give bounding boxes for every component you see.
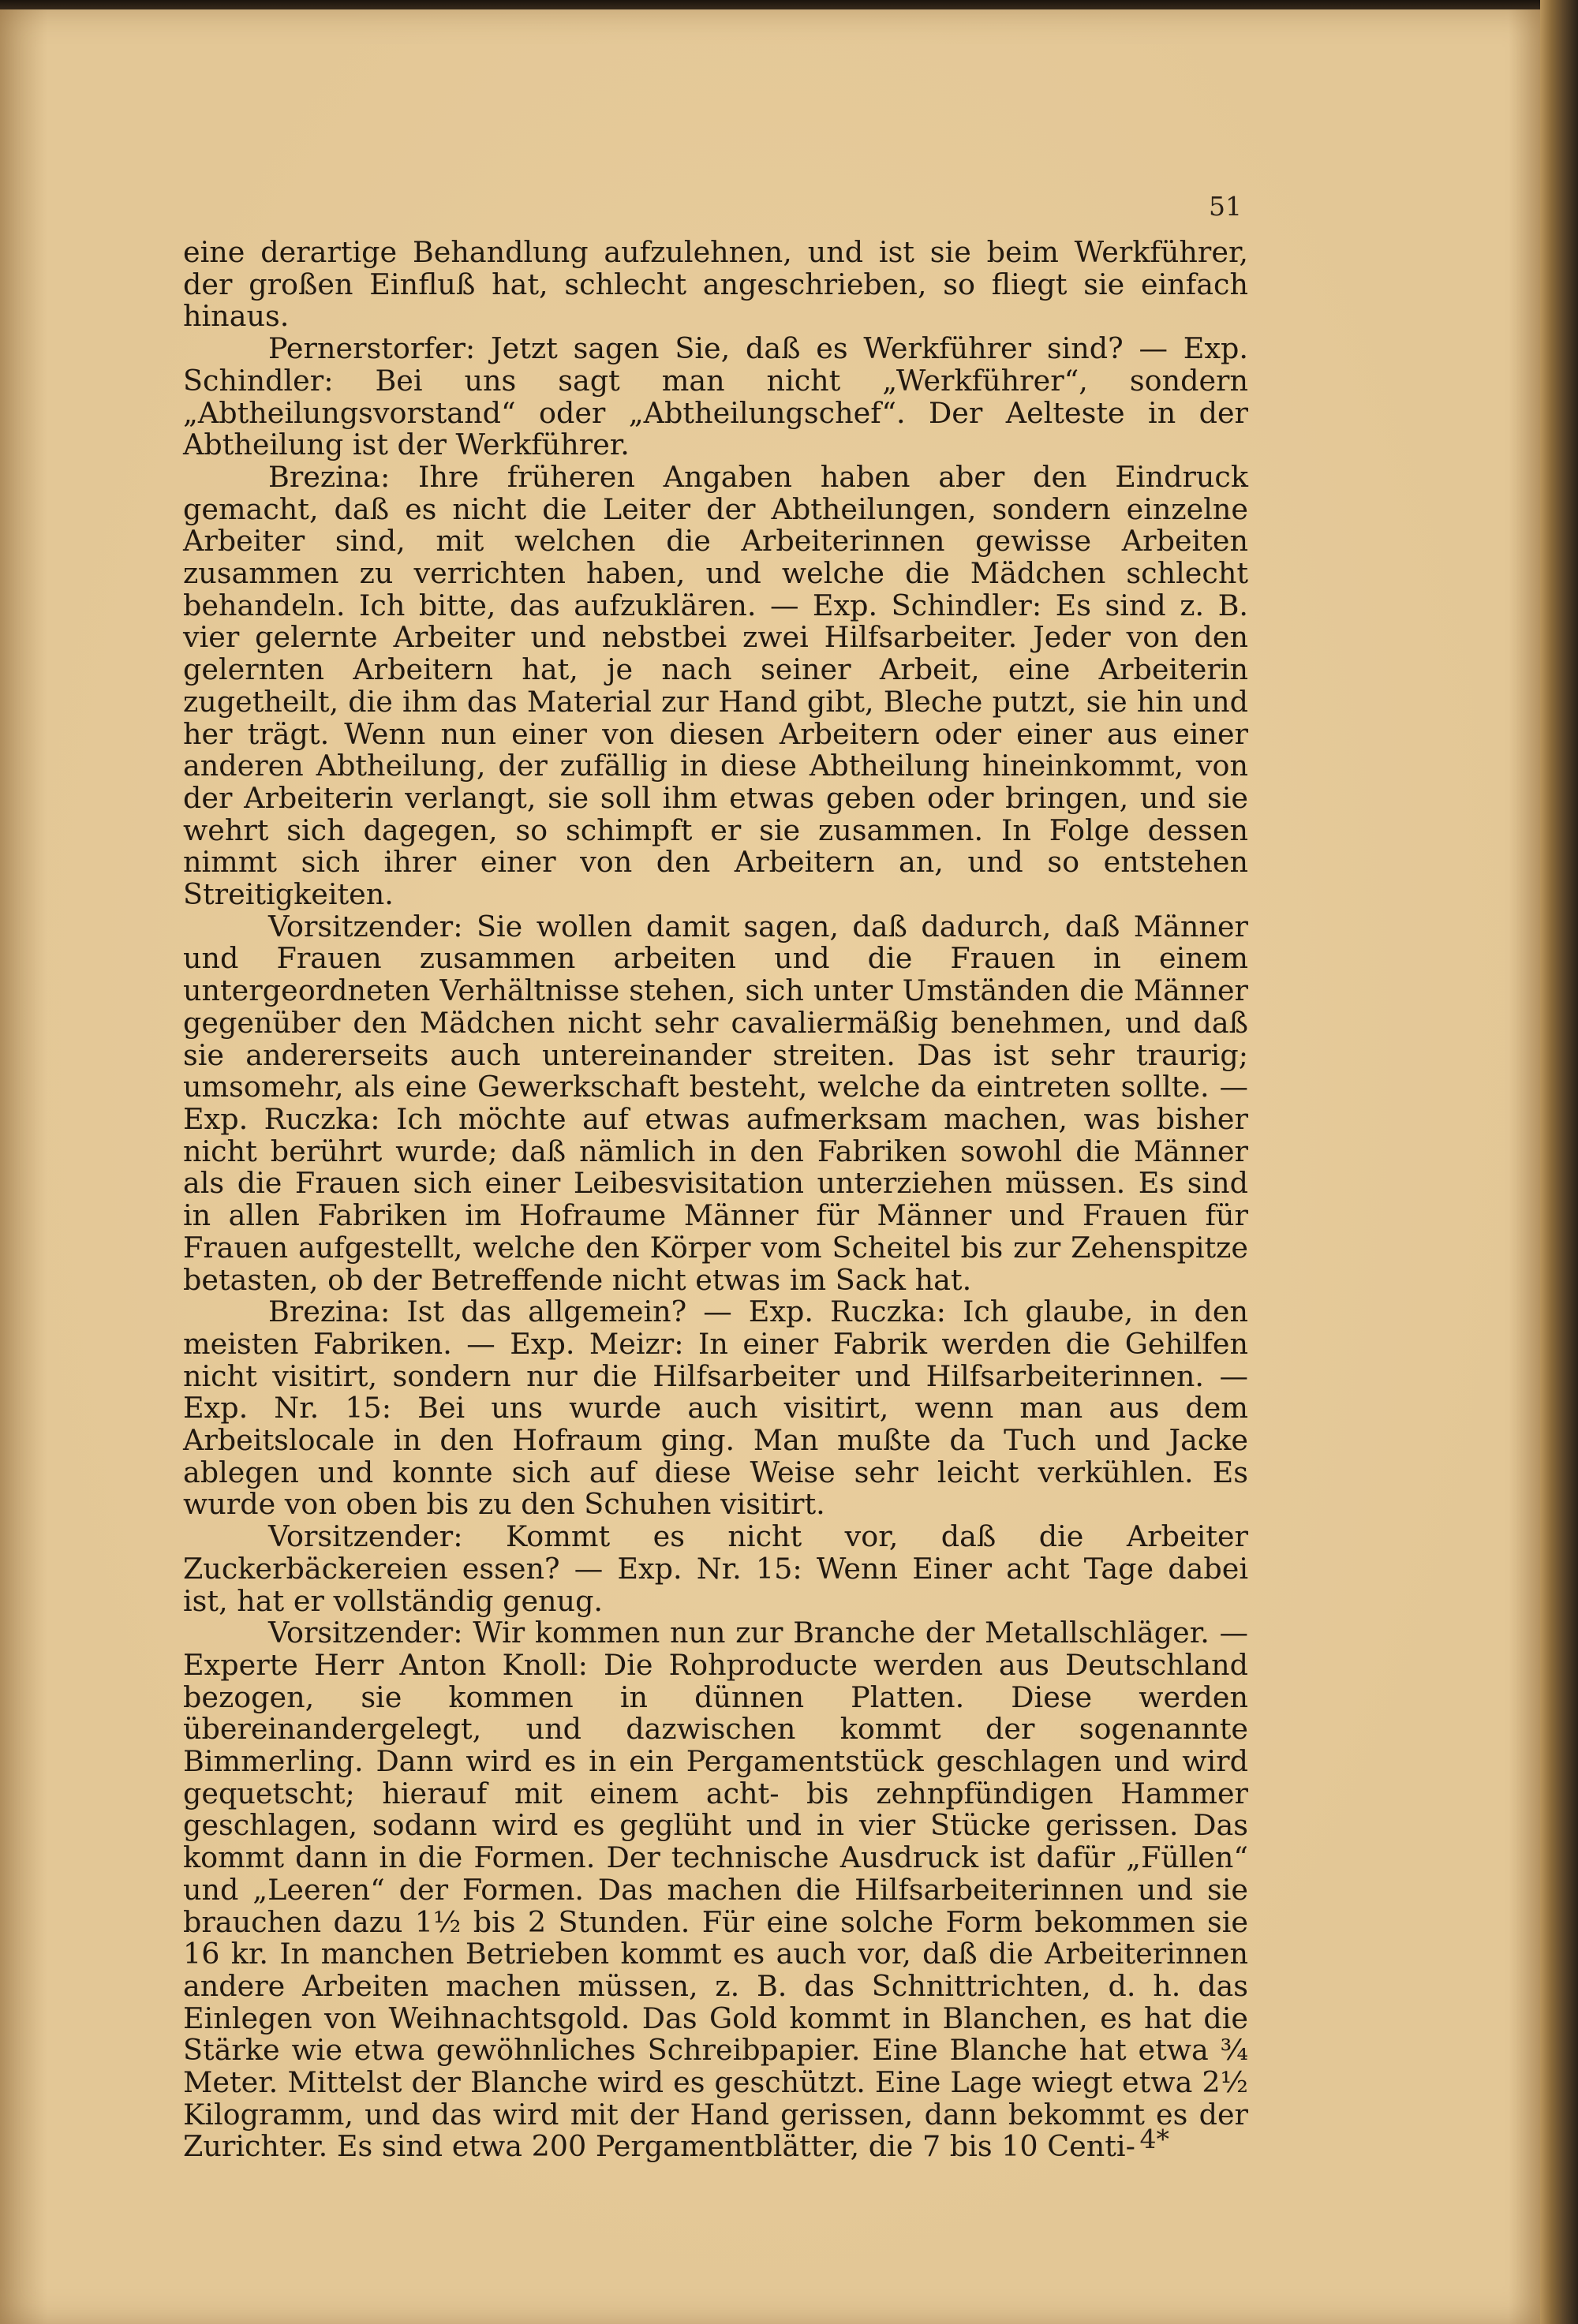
- body-text: [183, 237, 1248, 2163]
- paragraph-4: Vorsitzender: Sie wollen damit sagen, daß dadurch, daß Männer und Frauen zusammen arbeiten und die Frauen in einem untergeordneten Verhältnisse stehen, sich unter Umständen die Männer gegenüber den Mädchen nicht sehr cavaliermäßig benehmen, und daß sie andererseits auch untereinander streiten. Das ist sehr traurig; umsomehr, als eine Gewerkschaft besteht, welche da eintreten sollte. — Exp. Ruczka: Ich möchte auf etwas aufmerksam machen, was bisher nicht berührt wurde; daß nämlich in den Fabriken sowohl die Männer als die Frauen sich einer Leibesvisitation unterziehen müssen. Es sind in allen Fabriken im Hofraume Männer für Männer und Frauen für Frauen aufgestellt, welche den Körper vom Scheitel bis zur Zehenspitze betasten, ob der Betreffende nicht etwas im Sack hat.: [183, 909, 1248, 1297]
- paragraph-6: Vorsitzender: Kommt es nicht vor, daß die Arbeiter Zuckerbäckereien essen? — Exp. Nr. 15: Wenn Einer acht Tage dabei ist, hat er vollständig genug.: [183, 1519, 1248, 1618]
- book-page: [0, 9, 1540, 2324]
- paragraph-2: Pernerstorfer: Jetzt sagen Sie, daß es Werkführer sind? — Exp. Schindler: Bei uns sagt man nicht „Werkführer“, sondern „Abtheilungsvorstand“ oder „Abtheilungschef“. Der Aelteste in der Abtheilung ist der Werkführer.: [183, 331, 1248, 462]
- paragraph-7: Vorsitzender: Wir kommen nun zur Branche der Metallschläger. — Experte Herr Anton Knoll: Die Rohproducte werden aus Deutschland bezogen, sie kommen in dünnen Platten. Diese werden übereinandergelegt, und dazwischen kommt der sogenannte Bimmerling. Dann wird es in ein Pergamentstück geschlagen und wird gequetscht; hierauf mit einem acht- bis zehnpfündigen Hammer geschlagen, sodann wird es geglüht und in vier Stücke gerissen. Das kommt dann in die Formen. Der technische Ausdruck ist dafür „Füllen“ und „Leeren“ der Formen. Das machen die Hilfsarbeiterinnen und sie brauchen dazu 1½ bis 2 Stunden. Für eine solche Form bekommen sie 16 kr. In manchen Betrieben kommt es auch vor, daß die Arbeiterinnen andere Arbeiten machen müssen, z. B. das Schnittrichten, d. h. das Einlegen von Weihnachtsgold. Das Gold kommt in Blanchen, es hat die Stärke wie etwa gewöhnliches Schreibpapier. Eine Blanche hat etwa ¾ Meter. Mittelst der Blanche wird es geschützt. Eine Lage wiegt etwa 2½ Kilogramm, und das wird mit der Hand gerissen, dann bekommt es der Zurichter. Es sind etwa 200 Pergamentblätter, die 7 bis 10 Centi-: [183, 1616, 1248, 2164]
- page-edge: [1540, 0, 1578, 2324]
- page-number: 51: [1209, 191, 1242, 222]
- paragraph-1: eine derartige Behandlung aufzulehnen, und ist sie beim Werkführer, der großen Einfluß hat, schlecht angeschrieben, so fliegt sie einfach hinaus.: [183, 235, 1248, 334]
- paragraph-5: Brezina: Ist das allgemein? — Exp. Ruczka: Ich glaube, in den meisten Fabriken. — Exp. Meizr: In einer Fabrik werden die Gehilfen nicht visitirt, sondern nur die Hilfsarbeiter und Hilfsarbeiterinnen. — Exp. Nr. 15: Bei uns wurde auch visitirt, wenn man aus dem Arbeitslocale in den Hofraum ging. Man mußte da Tuch und Jacke ablegen und konnte sich auf diese Weise sehr leicht verkühlen. Es wurde von oben bis zu den Schuhen visitirt.: [183, 1295, 1248, 1522]
- signature-mark: 4*: [1139, 2124, 1169, 2154]
- paragraph-3: Brezina: Ihre früheren Angaben haben aber den Eindruck gemacht, daß es nicht die Leiter der Abtheilungen, sondern einzelne Arbeiter sind, mit welchen die Arbeiterinnen gewisse Arbeiten zusammen zu verrichten haben, und welche die Mädchen schlecht behandeln. Ich bitte, das aufzuklären. — Exp. Schindler: Es sind z. B. vier gelernte Arbeiter und nebstbei zwei Hilfsarbeiter. Jeder von den gelernten Arbeitern hat, je nach seiner Arbeit, eine Arbeiterin zugetheilt, die ihm das Material zur Hand gibt, Bleche putzt, sie hin und her trägt. Wenn nun einer von diesen Arbeitern oder einer aus einer anderen Abtheilung, der zufällig in diese Abtheilung hineinkommt, von der Arbeiterin verlangt, sie soll ihm etwas geben oder bringen, und sie wehrt sich dagegen, so schimpft er sie zusammen. In Folge dessen nimmt sich ihrer einer von den Arbeitern an, und so entstehen Streitigkeiten.: [183, 459, 1248, 912]
